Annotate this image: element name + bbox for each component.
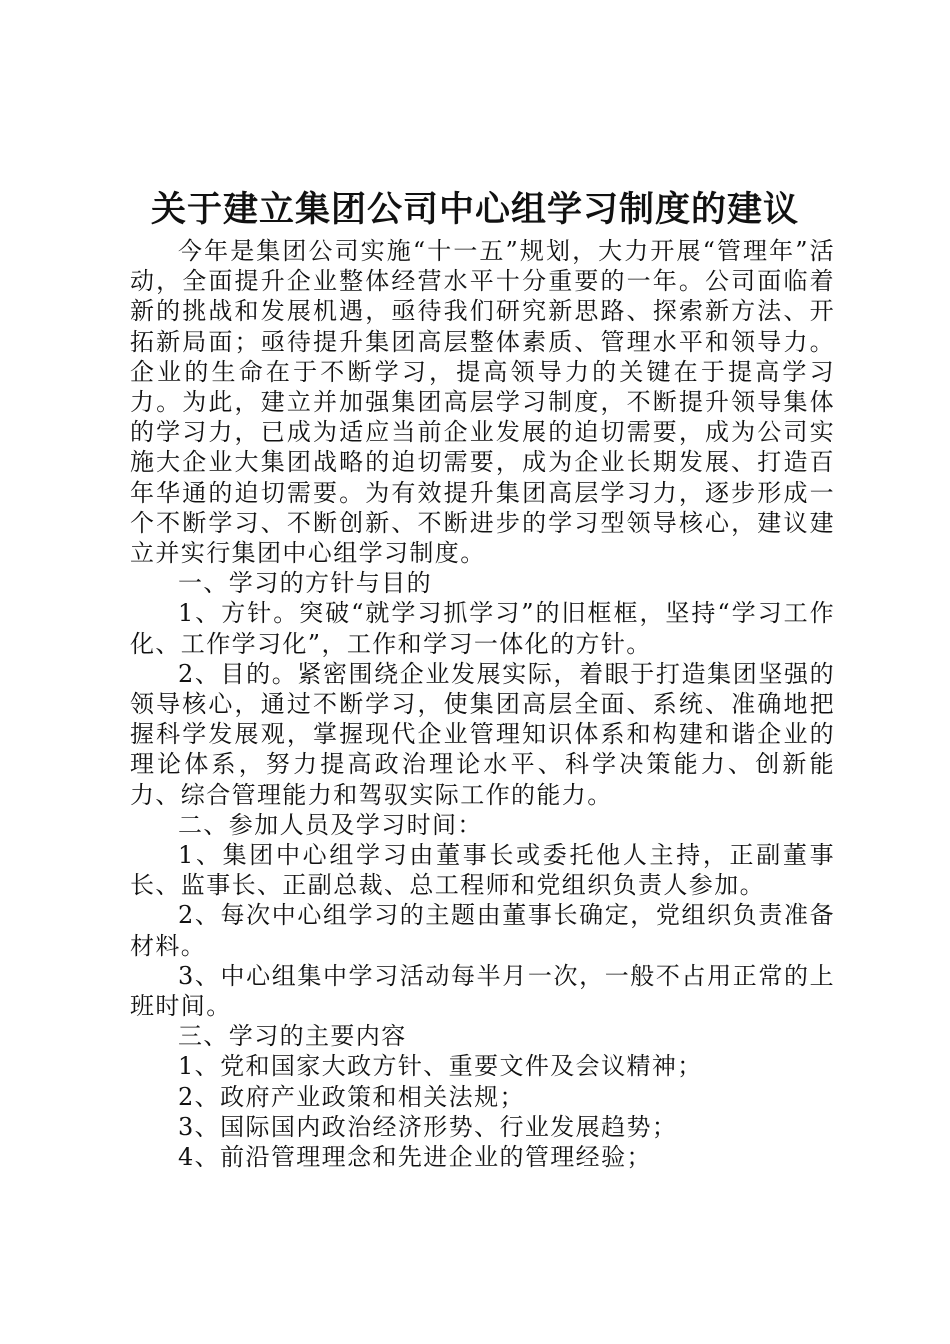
section-heading-1: 一、学习的方针与目的	[178, 569, 432, 598]
intro-paragraph: 今年是集团公司实施“十一五”规划，大力开展“管理年”活动，全面提升企业整体经营水平十分重要的一年。公司面临着新的挑战和发展机遇，亟待我们研究新思路、探索新方法、开拓新局面；亟待提升集团高层整体素质、管理水平和领导力。企业的生命在于不断学习，提高领导力的关键在于提高学习力。为此，建立并加强集团高层学习制度，不断提升领导集体的学习力，已成为适应当前企业发展的迫切需要，成为公司实施大企业大集团战略的迫切需要，成为企业长期发展、打造百年华通的迫切需要。为有效提升集团高层学习力，逐步形成一个不断学习、不断创新、不断进步的学习型领导核心，建议建立并实行集团中心组学习制度。	[130, 237, 835, 568]
section-2-item-3: 3、中心组集中学习活动每半月一次，一般不占用正常的上班时间。	[130, 961, 835, 1021]
section-heading-3: 三、学习的主要内容	[178, 1022, 407, 1051]
section-3-item-1: 1、党和国家大政方针、重要文件及会议精神；	[178, 1052, 703, 1081]
section-3-item-3: 3、国际国内政治经济形势、行业发展趋势；	[178, 1112, 678, 1141]
section-2-item-1: 1、集团中心组学习由董事长或委托他人主持，正副董事长、监事长、正副总裁、总工程师和党组织负责人参加。	[130, 841, 835, 900]
section-3-item-2: 2、政府产业政策和相关法规；	[178, 1082, 525, 1111]
section-2-item-2: 2、每次中心组学习的主题由董事长确定，党组织负责准备材料。	[130, 901, 835, 960]
section-3-item-4: 4、前沿管理理念和先进企业的管理经验；	[178, 1143, 652, 1172]
section-heading-2: 二、参加人员及学习时间：	[178, 810, 483, 839]
section-1-item-2: 2、目的。紧密围绕企业发展实际，着眼于打造集团坚强的领导核心，通过不断学习，使集团高层全面、系统、准确地把握科学发展观，掌握现代企业管理知识体系和构建和谐企业的理论体系，努力提高政治理论水平、科学决策能力、创新能力、综合管理能力和驾驭实际工作的能力。	[130, 659, 835, 809]
document-body	[130, 236, 835, 1172]
section-1-item-1: 1、方针。突破“就学习抓学习”的旧框框，坚持“学习工作化、工作学习化”，工作和学习一体化的方针。	[130, 599, 835, 658]
document-title: 关于建立集团公司中心组学习制度的建议	[150, 190, 799, 230]
